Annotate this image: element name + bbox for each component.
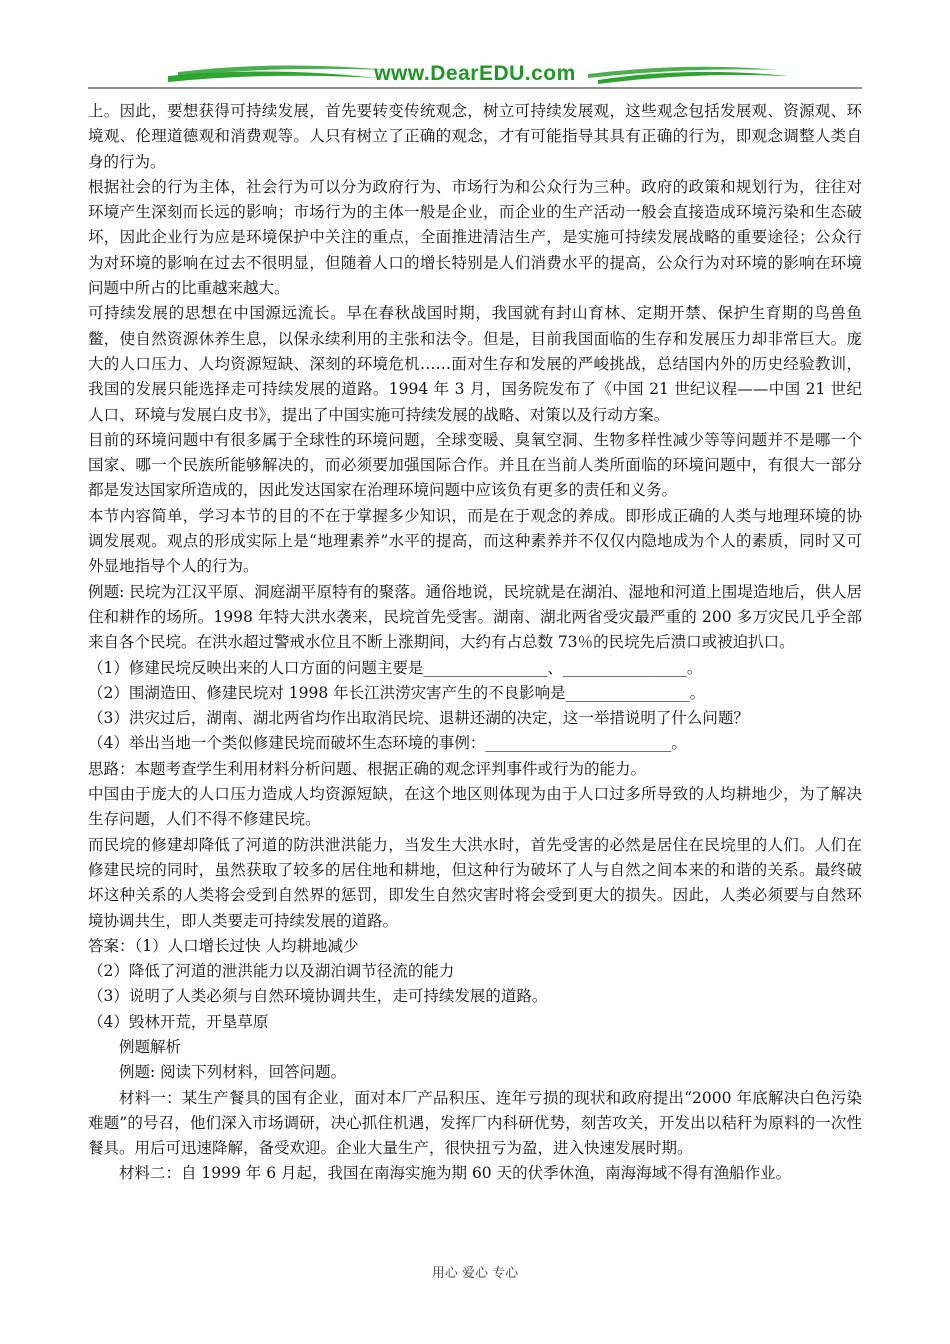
paragraph: 例题: 阅读下列材料，回答问题。 bbox=[119, 1063, 347, 1082]
paragraph: 例题解析 bbox=[119, 1037, 182, 1056]
paragraph: 例题: 民垸为江汉平原、洞庭湖平原特有的聚落。通俗地说，民垸就是在湖泊、湿地和河道上围堤造地后，供人居住和耕作的场所。1998 年特大洪水袭来，民垸首先受害。湖南、湖北两省受灾最严重的 200 多万灾民几乎全部来自各个民垸。在洪水超过警戒水位且不断上涨期间，大约有占总数 73％的民垸先后溃口或被迫扒口。 bbox=[88, 582, 862, 652]
paragraph: 思路：本题考查学生利用材料分析问题、根据正确的观念评判事件或行为的能力。 bbox=[88, 759, 647, 778]
page-footer: 用心 爱心 专心 bbox=[431, 1266, 519, 1281]
paragraph: （1）修建民垸反映出来的人口方面的问题主要是________________、________________。 bbox=[88, 658, 703, 677]
paragraph: 本节内容简单，学习本节的目的不在于掌握多少知识，而是在于观念的养成。即形成正确的人类与地理环境的协调发展观。观点的形成实际上是“地理素养”水平的提高，而这种素养并不仅仅内隐地成为个人的素质，同时又可外显地指导个人的行为。 bbox=[88, 506, 862, 576]
paragraph: （3）洪灾过后，湖南、湖北两省均作出取消民垸、退耕还湖的决定，这一举措说明了什么问题？ bbox=[88, 709, 749, 728]
paragraph: （3）说明了人类必须与自然环境协调共生，走可持续发展的道路。 bbox=[88, 987, 548, 1006]
paragraph: 而民垸的修建却降低了河道的防洪泄洪能力，当发生大洪水时，首先受害的必然是居住在民垸里的人们。人们在修建民垸的同时，虽然获取了较多的居住地和耕地，但这种行为破坏了人与自然之间本来的和谐的关系。最终破坏这种关系的人类将会受到自然界的惩罚，即发生自然灾害时将会受到更大的损失。因此，人类必须要与自然环境协调共生，即人类要走可持续发展的道路。 bbox=[88, 835, 862, 930]
paragraph: 答案：（1）人口增长过快 人均耕地减少 bbox=[88, 936, 359, 955]
site-url: www.DearEDU.com bbox=[374, 62, 576, 85]
paragraph: 可持续发展的思想在中国源远流长。早在春秋战国时期，我国就有封山育林、定期开禁、保护生育期的鸟兽鱼鳖，使自然资源休养生息，以保永续利用的主张和法令。但是，目前我国面临的生存和发展压力却非常巨大。庞大的人口压力、人均资源短缺、深刻的环境危机……面对生存和发展的严峻挑战，总结国内外的历史经验教训，我国的发展只能选择走可持续发展的道路。1994 年 3 月，国务院发布了《中国 21 世纪议程——中国 21 世纪人口、环境与发展白皮书》，提出了中国实施可持续发展的战略、对策以及行动方案。 bbox=[88, 304, 862, 424]
paragraph: 上。因此，要想获得可持续发展，首先要转变传统观念，树立可持续发展观，这些观念包括发展观、资源观、环境观、伦理道德观和消费观等。人只有树立了正确的观念，才有可能指导其具有正确的行为，即观念调整人类自身的行为。 bbox=[88, 102, 862, 171]
paragraph: （4）毁林开荒，开垦草原 bbox=[88, 1012, 269, 1031]
paragraph: 根据社会的行为主体，社会行为可以分为政府行为、市场行为和公众行为三种。政府的政策和规划行为，往往对环境产生深刻而长远的影响；市场行为的主体一般是企业，而企业的生产活动一般会直接造成环境污染和生态破坏，因此企业行为应是环境保护中关注的重点，全面推进清洁生产，是实施可持续发展战略的重要途径；公众行为对环境的影响在过去不很明显，但随着人口的增长特别是人们消费水平的提高，公众行为对环境的影响在环境问题中所占的比重越来越大。 bbox=[88, 177, 862, 298]
paragraph: 材料一：某生产餐具的国有企业，面对本厂产品积压、连年亏损的现状和政府提出“2000 年底解决白色污染难题”的号召，他们深入市场调研，决心抓住机遇，发挥厂内科研优势，刻苦攻关，开发出以秸秆为原料的一次性餐具。用后可迅速降解，备受欢迎。企业大量生产，很快扭亏为盈，进入快速发展时期。 bbox=[88, 1088, 862, 1158]
paragraph: 材料二：自 1999 年 6 月起，我国在南海实施为期 60 天的伏季休渔，南海海域不得有渔船作业。 bbox=[119, 1164, 792, 1183]
paragraph: 目前的环境问题中有很多属于全球性的环境问题，全球变暖、臭氧空洞、生物多样性减少等等问题并不是哪一个国家、哪一个民族所能够解决的，而必须要加强国际合作。并且在当前人类所面临的环境问题中，有很大一部分都是发达国家所造成的，因此发达国家在治理环境问题中应该负有更多的责任和义务。 bbox=[88, 430, 862, 500]
paragraph: （2）围湖造田、修建民垸对 1998 年长江洪涝灾害产生的不良影响是________________。 bbox=[88, 683, 706, 702]
paragraph: （4）举出当地一个类似修建民垸而破坏生态环境的事例：________________________。 bbox=[88, 734, 687, 753]
paragraph: （2）降低了河道的泄洪能力以及湖泊调节径流的能力 bbox=[88, 962, 455, 981]
site-header bbox=[88, 58, 862, 98]
paragraph: 中国由于庞大的人口压力造成人均资源短缺，在这个地区则体现为由于人口过多所导致的人均耕地少，为了解决生存问题，人们不得不修建民垸。 bbox=[88, 785, 862, 829]
document-body bbox=[88, 99, 862, 1187]
